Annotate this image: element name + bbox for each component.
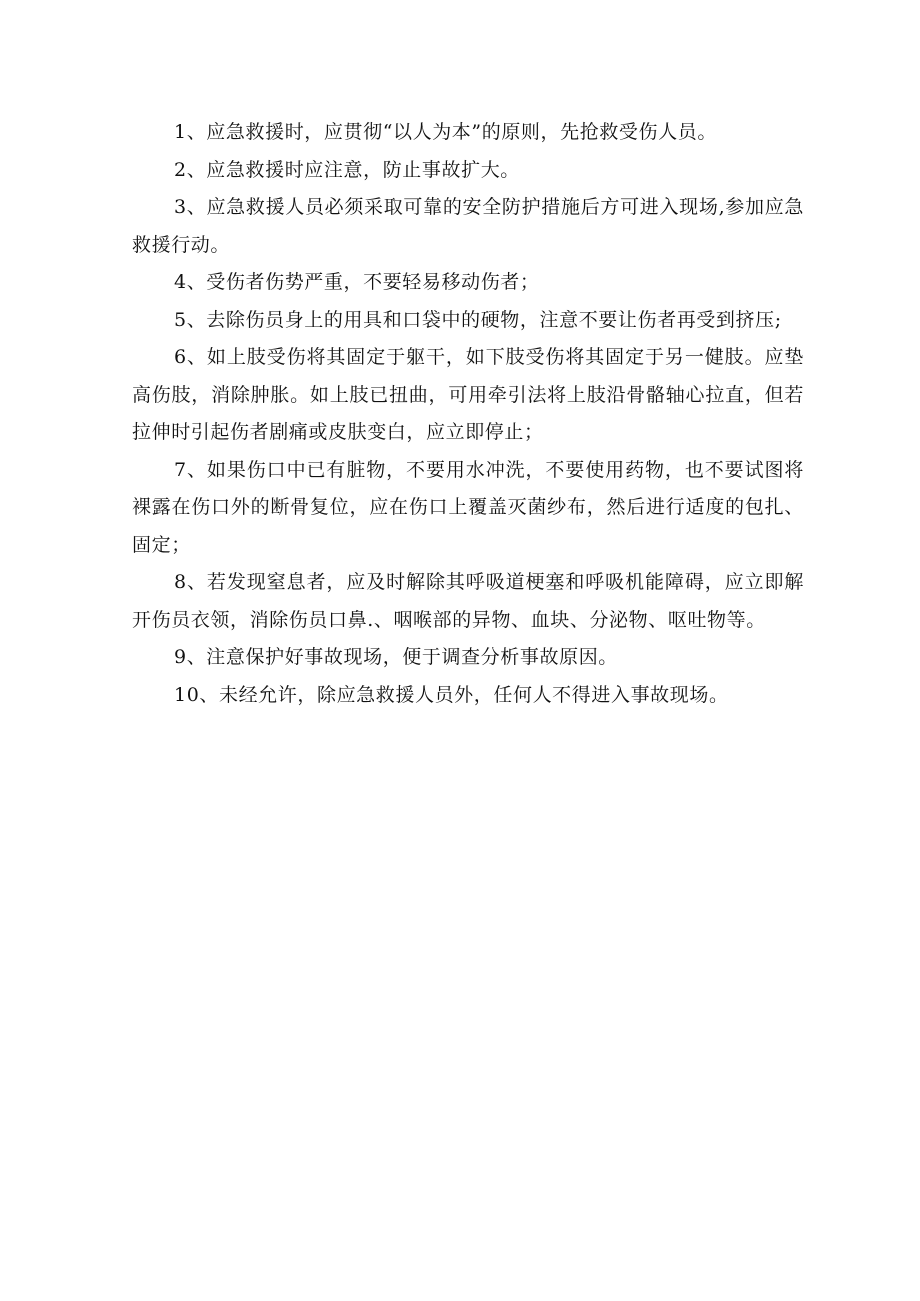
paragraph-4: 4、受伤者伤势严重，不要轻易移动伤者； [174,271,540,293]
paragraph-9: 9、注意保护好事故现场，便于调查分析事故原因。 [174,646,618,668]
paragraph-1: 1、应急救援时，应贯彻“以人为本”的原则，先抢救受伤人员。 [174,121,717,143]
paragraph-5: 5、去除伤员身上的用具和口袋中的硬物，注意不要让伤者再受到挤压; [174,308,782,331]
document-body [132,114,804,714]
paragraph-10: 10、未经允许，除应急救援人员外，任何人不得进入事故现场。 [174,683,729,706]
paragraph-3: 3、应急救援人员必须采取可靠的安全防护措施后方可进入现场,参加应急救援行动。 [132,196,804,256]
paragraph-2: 2、应急救援时应注意，防止事故扩大。 [174,158,520,181]
paragraph-7: 7、如果伤口中已有脏物，不要用水冲洗，不要使用药物，也不要试图将裸露在伤口外的断骨复位，应在伤口上覆盖灭菌纱布，然后进行适度的包扎、固定； [132,458,804,556]
paragraph-6: 6、如上肢受伤将其固定于躯干，如下肢受伤将其固定于另一健肢。应垫高伤肢，消除肿胀。如上肢已扭曲，可用牵引法将上肢沿骨骼轴心拉直，但若拉伸时引起伤者剧痛或皮肤变白，应立即停止； [132,346,804,443]
paragraph-8: 8、若发现窒息者，应及时解除其呼吸道梗塞和呼吸机能障碍，应立即解开伤员衣领，消除伤员口鼻.、咽喉部的异物、血块、分泌物、呕吐物等。 [132,571,804,631]
